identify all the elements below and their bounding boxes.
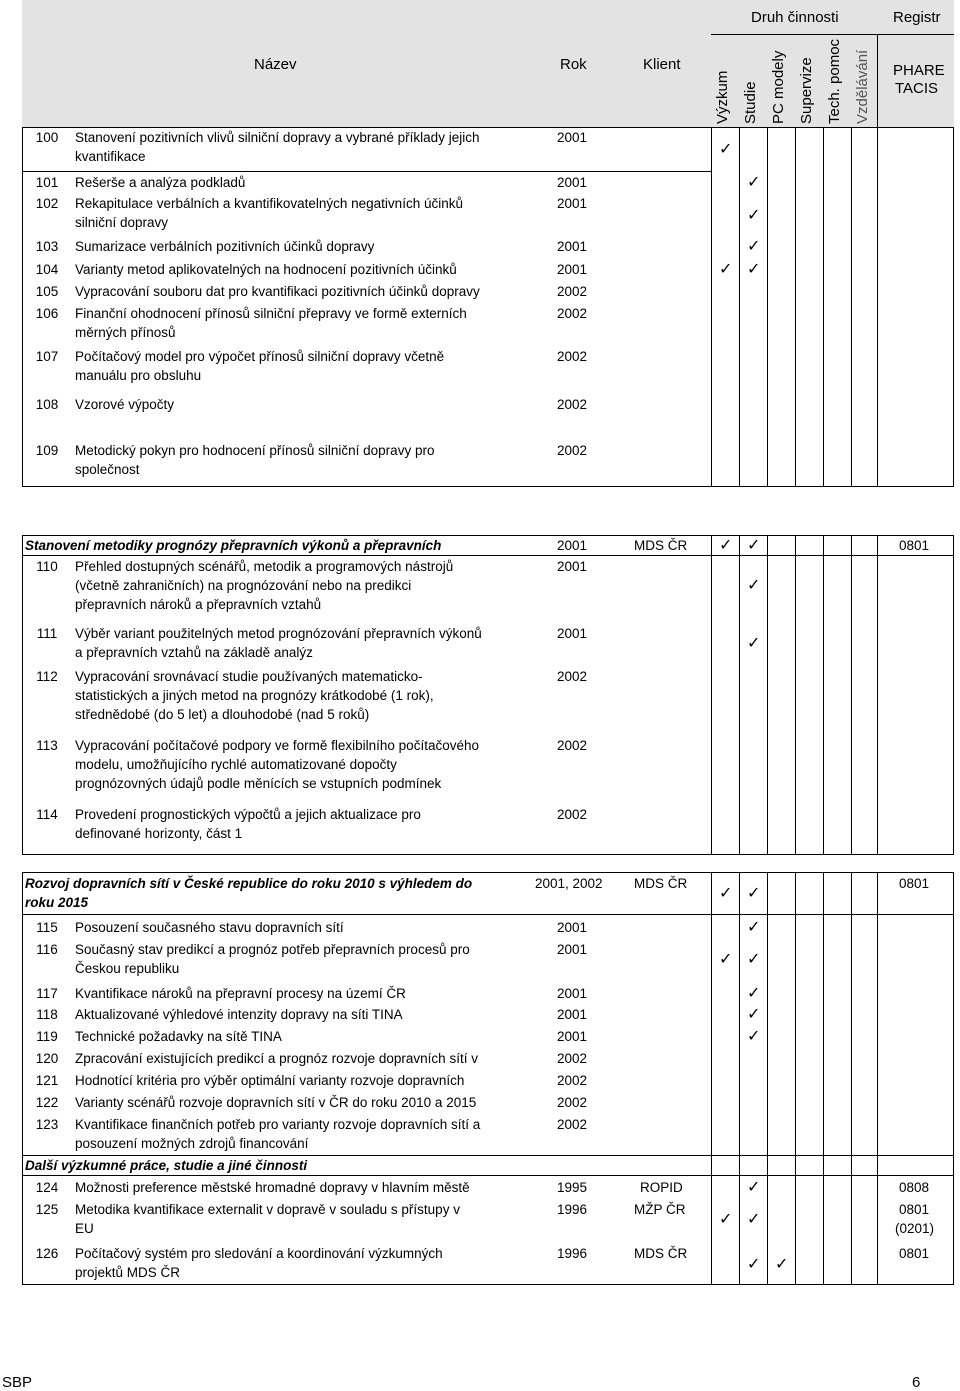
check-icon: ✓ xyxy=(719,1211,733,1228)
row-year: 2001 xyxy=(557,942,588,957)
check-icon: ✓ xyxy=(747,885,761,902)
row-num: 110 xyxy=(36,559,58,574)
row-text: posouzení možných zdrojů financování xyxy=(75,1136,309,1151)
header-divider xyxy=(877,34,878,127)
row-year: 1996 xyxy=(557,1202,588,1217)
row-num: 119 xyxy=(36,1029,58,1044)
row-text: modelu, umožňujícího rychlé automatizované dopočty xyxy=(75,757,397,772)
row-text: Zpracování existujících predikcí a prognóz rozvoje dopravních sítí v xyxy=(75,1051,478,1066)
row-num: 100 xyxy=(35,130,59,145)
row-text: přepravních nároků a přepravních vztahů xyxy=(75,597,322,612)
header-druh-cinnosti: Druh činnosti xyxy=(751,9,839,26)
section-title: Rozvoj dopravních sítí v České republice do roku 2010 s výhledem do xyxy=(25,876,473,891)
row-text: Provedení prognostických výpočtů a jejich aktualizace pro xyxy=(75,807,421,822)
row-text: Sumarizace verbálních pozitivních účinků dopravy xyxy=(75,239,375,254)
row-year: 2001 xyxy=(557,1007,588,1022)
row-client: MŽP ČR xyxy=(634,1202,686,1217)
row-year: 2002 xyxy=(557,738,588,753)
row-text: měrných přínosů xyxy=(75,325,176,340)
row-text: Hodnotící kritéria pro výběr optimální varianty rozvoje dopravních xyxy=(75,1073,465,1088)
page-number: 6 xyxy=(912,1374,921,1391)
row-text: statistických a jiných metod na prognózy krátkodobé (1 rok), xyxy=(75,688,434,703)
row-num: 116 xyxy=(36,942,58,957)
header-registr: Registr xyxy=(893,9,941,26)
row-year: 2001 xyxy=(557,262,588,277)
row-client: MDS ČR xyxy=(634,1246,688,1261)
row-year: 2001 xyxy=(557,239,588,254)
check-icon: ✓ xyxy=(747,238,761,255)
row-year: 2001 xyxy=(557,559,588,574)
row-text: Českou republiku xyxy=(75,961,180,976)
row-num: 111 xyxy=(36,626,58,641)
row-text: EU xyxy=(75,1221,94,1236)
header-klient: Klient xyxy=(643,56,681,73)
row-year: 2002 xyxy=(557,1073,588,1088)
section-registr: 0801 xyxy=(899,876,930,891)
check-icon: ✓ xyxy=(719,537,733,554)
row-text: Varianty scénářů rozvoje dopravních sítí v ČR do roku 2010 a 2015 xyxy=(75,1095,477,1110)
row-year: 2002 xyxy=(557,284,588,299)
section-year: 2001, 2002 xyxy=(535,876,603,891)
check-icon: ✓ xyxy=(719,261,733,278)
row-num: 105 xyxy=(35,284,59,299)
header-supervize: Supervize xyxy=(798,57,815,124)
header-pc-modely: PC modely xyxy=(770,50,787,124)
section-title: Další výzkumné práce, studie a jiné činnosti xyxy=(25,1158,308,1173)
row-year: 2001 xyxy=(557,920,588,935)
row-text: Kvantifikace nároků na přepravní procesy na území ČR xyxy=(75,986,406,1001)
check-icon: ✓ xyxy=(747,1256,761,1273)
row-registr-alt: (0201) xyxy=(895,1221,935,1236)
row-num: 118 xyxy=(36,1007,58,1022)
row-text: střednědobé (do 5 let) a dlouhodobé (nad 5 roků) xyxy=(75,707,370,722)
row-text: projektů MDS ČR xyxy=(75,1265,181,1280)
row-text: Technické požadavky na sítě TINA xyxy=(75,1029,282,1044)
row-text: Vzorové výpočty xyxy=(75,397,175,412)
header-divider xyxy=(711,34,877,35)
row-year: 2002 xyxy=(557,1117,588,1132)
row-year: 2002 xyxy=(557,306,588,321)
row-text: prognózovných údajů podle měnících se vstupních podmínek xyxy=(75,776,442,791)
row-num: 108 xyxy=(35,397,59,412)
row-num: 114 xyxy=(36,807,58,822)
row-text: Vypracování srovnávací studie používaných matematicko- xyxy=(75,669,423,684)
check-icon: ✓ xyxy=(747,919,761,936)
header-nazev: Název xyxy=(254,56,297,73)
row-year: 2002 xyxy=(557,1051,588,1066)
row-num: 122 xyxy=(35,1095,59,1110)
section-year: 2001 xyxy=(557,538,588,553)
row-text: Počítačový systém pro sledování a koordinování výzkumných xyxy=(75,1246,443,1261)
row-text: Výběr variant použitelných metod prognózování přepravních výkonů xyxy=(75,626,482,641)
check-icon: ✓ xyxy=(719,951,733,968)
row-text: Přehled dostupných scénářů, metodik a programových nástrojů xyxy=(75,559,454,574)
row-text: kvantifikace xyxy=(75,149,146,164)
row-text: silniční dopravy xyxy=(75,215,169,230)
row-num: 104 xyxy=(35,262,59,277)
section-client: MDS ČR xyxy=(634,538,688,553)
row-text: Současný stav predikcí a prognóz potřeb přepravních procesů pro xyxy=(75,942,470,957)
row-text: Posouzení současného stavu dopravních sítí xyxy=(75,920,344,935)
check-icon: ✓ xyxy=(747,1028,761,1045)
row-num: 120 xyxy=(35,1051,59,1066)
row-num: 121 xyxy=(35,1073,59,1088)
row-text: Počítačový model pro výpočet přínosů silniční dopravy včetně xyxy=(75,349,445,364)
footer-left: SBP xyxy=(2,1374,33,1391)
row-registr: 0808 xyxy=(899,1180,930,1195)
check-icon: ✓ xyxy=(747,261,761,278)
row-year: 2002 xyxy=(557,669,588,684)
header-rok: Rok xyxy=(560,56,587,73)
header-tacis: TACIS xyxy=(895,80,939,97)
row-year: 2001 xyxy=(557,986,588,1001)
check-icon: ✓ xyxy=(747,1006,761,1023)
check-icon: ✓ xyxy=(747,174,761,191)
section-title: Stanovení metodiky prognózy přepravních výkonů a přepravních xyxy=(25,538,442,553)
row-text: Varianty metod aplikovatelných na hodnocení pozitivních účinků xyxy=(75,262,457,277)
row-text: Vypracování souboru dat pro kvantifikaci pozitivních účinků dopravy xyxy=(75,284,480,299)
row-text: Vypracování počítačové podpory ve formě flexibilního počítačového xyxy=(75,738,479,753)
row-num: 107 xyxy=(35,349,59,364)
row-num: 103 xyxy=(35,239,59,254)
row-year: 2001 xyxy=(557,626,588,641)
header-studie: Studie xyxy=(742,81,759,124)
check-icon: ✓ xyxy=(747,985,761,1002)
row-num: 109 xyxy=(35,443,59,458)
row-year: 2002 xyxy=(557,807,588,822)
row-text: Rekapitulace verbálních a kvantifikovatelných negativních účinků xyxy=(75,196,463,211)
row-text: (včetně zahraničních) na prognózování nebo na predikci xyxy=(75,578,412,593)
row-num: 123 xyxy=(35,1117,59,1132)
row-text: a přepravních vztahů na základě analýz xyxy=(75,645,313,660)
check-icon: ✓ xyxy=(719,141,733,158)
row-text: Kvantifikace finančních potřeb pro varianty rozvoje dopravních sítí a xyxy=(75,1117,481,1132)
row-text: definované horizonty, část 1 xyxy=(75,826,243,841)
row-client: ROPID xyxy=(640,1180,683,1195)
check-icon: ✓ xyxy=(747,1179,761,1196)
section-registr: 0801 xyxy=(899,538,930,553)
row-num: 113 xyxy=(36,738,58,753)
check-icon: ✓ xyxy=(719,885,733,902)
row-registr: 0801 xyxy=(899,1246,930,1261)
row-num: 125 xyxy=(35,1202,59,1217)
row-year: 2001 xyxy=(557,1029,588,1044)
row-year: 1996 xyxy=(557,1246,588,1261)
row-num: 117 xyxy=(36,986,58,1001)
row-text: Stanovení pozitivních vlivů silniční dopravy a vybrané příklady jejich xyxy=(75,130,480,145)
header-vyzkum: Výzkum xyxy=(714,70,731,124)
check-icon: ✓ xyxy=(747,207,761,224)
row-text: Metodický pokyn pro hodnocení přínosů silniční dopravy pro xyxy=(75,443,435,458)
check-icon: ✓ xyxy=(747,537,761,554)
row-year: 1995 xyxy=(557,1180,588,1195)
row-text: Rešerše a analýza podkladů xyxy=(75,175,246,190)
row-year: 2002 xyxy=(557,1095,588,1110)
row-num: 115 xyxy=(36,920,58,935)
row-text: Finanční ohodnocení přínosů silniční přepravy ve formě externích xyxy=(75,306,467,321)
row-num: 126 xyxy=(35,1246,59,1261)
header-vzdelavani: Vzdělávání xyxy=(854,49,871,124)
check-icon: ✓ xyxy=(775,1256,789,1273)
row-registr: 0801 xyxy=(899,1202,930,1217)
row-year: 2002 xyxy=(557,443,588,458)
section-client: MDS ČR xyxy=(634,876,688,891)
row-text: Možnosti preference městské hromadné dopravy v hlavním městě xyxy=(75,1180,470,1195)
section-title: roku 2015 xyxy=(25,895,89,910)
row-text: manuálu pro obsluhu xyxy=(75,368,202,383)
row-num: 124 xyxy=(35,1180,59,1195)
check-icon: ✓ xyxy=(747,635,761,652)
check-icon: ✓ xyxy=(747,1211,761,1228)
row-num: 112 xyxy=(36,669,58,684)
check-icon: ✓ xyxy=(747,951,761,968)
row-year: 2001 xyxy=(557,130,588,145)
row-year: 2001 xyxy=(557,175,588,190)
row-text: společnost xyxy=(75,462,140,477)
header-divider xyxy=(877,34,954,35)
row-year: 2002 xyxy=(557,349,588,364)
row-text: Metodika kvantifikace externalit v dopravě v souladu s přístupy v xyxy=(75,1202,460,1217)
row-num: 101 xyxy=(35,175,59,190)
row-num: 102 xyxy=(35,196,59,211)
header-tech-pomoc: Tech. pomoc xyxy=(826,38,843,124)
check-icon: ✓ xyxy=(747,577,761,594)
header-phare: PHARE xyxy=(893,62,945,79)
row-text: Aktualizované výhledové intenzity dopravy na síti TINA xyxy=(75,1007,403,1022)
row-num: 106 xyxy=(35,306,59,321)
row-year: 2001 xyxy=(557,196,588,211)
row-year: 2002 xyxy=(557,397,588,412)
